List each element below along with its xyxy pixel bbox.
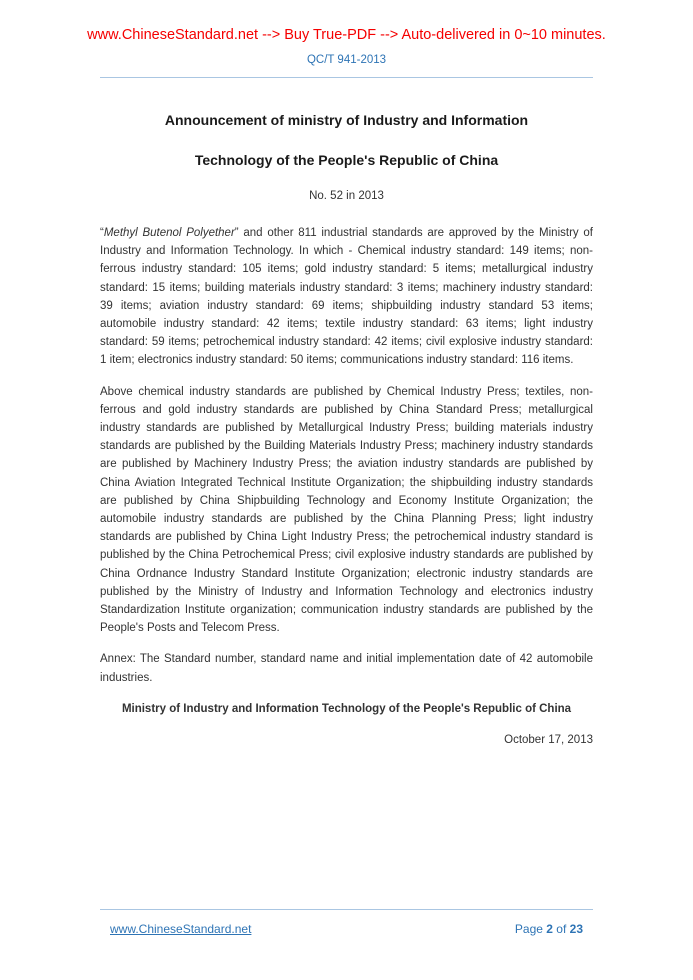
page-header	[0, 0, 693, 78]
quote-open: “	[100, 227, 104, 239]
title-block	[0, 100, 693, 204]
page-total: 23	[569, 922, 583, 936]
paragraph-standards-approved-text: and other 811 industrial standards are approved by the Ministry of Industry and Information Technology. In which - Chemical industry standard: 149 items; non-ferrous industry standard: 105 items; gold industry standard: 5 items; metallurgical industry standard: 15 items; building materials industry standard: 3 items; machinery industry standard: 39 items; aviation industry standard: 69 items; shipbuilding industry standard 53 items; automobile industry standard: 42 items; textile industry standard: 63 items; light industry standard: 59 items; petrochemical industry standard: 42 items; civil explosive industry standard: 1 item; electronics industry standard: 50 items; communications industry standard: 116 items.	[100, 227, 593, 367]
signature-line: Ministry of Industry and Information Technology of the People's Republic of China	[121, 702, 572, 715]
page-label: Page	[514, 922, 547, 936]
document-date: October 17, 2013	[504, 734, 593, 747]
paragraph-standards-approved	[100, 224, 593, 370]
standard-name-italic: Methyl Butenol Polyether	[103, 227, 235, 239]
quote-close: ”	[234, 227, 239, 239]
page-indicator	[515, 922, 583, 936]
paragraph-publishers: Above chemical industry standards are published by Chemical Industry Press; textiles, non-ferrous and gold industry standards are published by China Standard Press; metallurgical industry standards are published by Metallurgical Industry Press; building materials industry standards are published by the Building Materials Industry Press; machinery industry standards are published by Machinery Industry Press; the aviation industry standards are published by China Aviation Integrated Technical Institute Organization; the shipbuilding industry standards are published by China Shipbuilding Technology and Economy Institute Organization; the automobile industry standards are published by the China Planning Press; light industry standards are published by China Light Industry Press; the petrochemical industry standard is published by the China Petrochemical Press; civil explosive industry standards are published by China Ordnance Industry Standard Institute Organization; electronic industry standards are published by the Ministry of Industry and Information Technology and electronics industry Standardization Institute organization; communication industry standards are published by the People's Posts and Telecom Press.	[100, 385, 593, 635]
page-of-label: of	[552, 922, 570, 936]
footer-website-link[interactable]: www.ChineseStandard.net	[110, 922, 252, 936]
footer-divider	[100, 909, 593, 910]
document-subtitle: No. 52 in 2013	[309, 190, 384, 202]
paragraph-annex: Annex: The Standard number, standard name and initial implementation date of 42 automobile industries.	[100, 653, 593, 684]
document-body	[100, 224, 593, 749]
page-current: 2	[546, 922, 553, 936]
document-title-line2: Technology of the People's Republic of China	[194, 152, 499, 168]
promo-banner: www.ChineseStandard.net --> Buy True-PDF --> Auto-delivered in 0~10 minutes.	[87, 27, 606, 43]
page-footer	[100, 909, 593, 936]
document-code: QC/T 941-2013	[306, 54, 387, 66]
document-title-line1: Announcement of ministry of Industry and Information	[164, 112, 529, 128]
header-divider	[100, 77, 593, 78]
footer-row	[100, 922, 593, 936]
